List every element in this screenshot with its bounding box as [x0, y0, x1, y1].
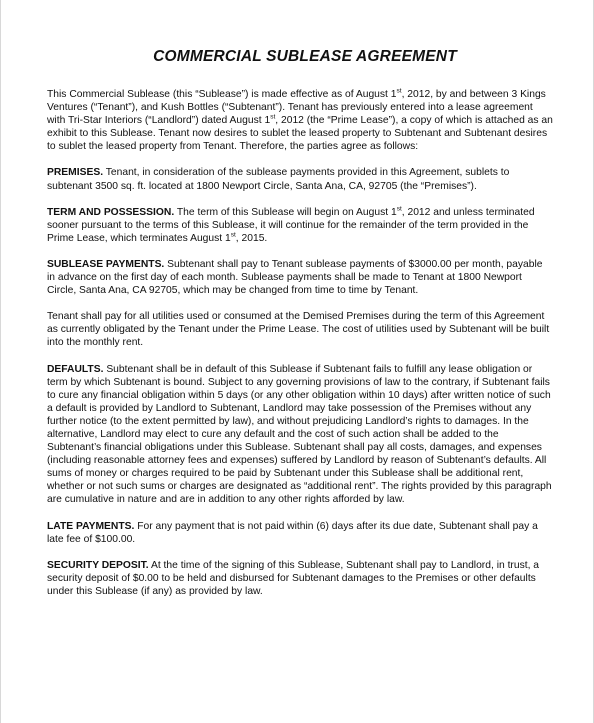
premises-paragraph [47, 166, 553, 192]
security-deposit-text: At the time of the signing of this Sublease, Subtenant shall pay to Landlord, in trust, a security deposit of $0.00 to be held and disbursed for Subtenant damages to the Premises or other defaults under this Sublease (if any) as provided by law. [47, 559, 540, 597]
security-deposit-heading: SECURITY DEPOSIT. [47, 559, 149, 571]
payments-paragraph [47, 258, 553, 297]
late-payments-paragraph [47, 520, 553, 546]
term-sup-1: st [396, 205, 402, 213]
term-text-a: The term of this Sublease will begin on August 1 [174, 206, 397, 218]
term-sup-2: st [230, 231, 236, 239]
intro-sup-1: st [396, 87, 402, 95]
utilities-paragraph: Tenant shall pay for all utilities used or consumed at the Demised Premises during the term of this Agreement as currently obligated by the Tenant under the Prime Lease. The cost of utilities used by Subtenant will be built into the monthly rent. [47, 311, 550, 349]
premises-text: Tenant, in consideration of the sublease payments provided in this Agreement, sublets to subtenant 3500 sq. ft. located at 1800 Newport Circle, Santa Ana, CA, 92705 (the “Premises”). [47, 167, 510, 192]
document-body [47, 48, 553, 611]
term-heading: TERM AND POSSESSION. [47, 206, 175, 218]
late-payments-heading: LATE PAYMENTS. [47, 520, 135, 532]
defaults-paragraph [47, 363, 553, 507]
intro-text-c: , 2012 (the “Prime Lease”), a copy of which is attached as an exhibit to this Sublease. Tenant now desires to sublet the leased property to Subtenant and Subtenant desires to sublet the leased property from Tenant. Therefore, the parties agree as follows: [47, 115, 553, 153]
intro-text-b: , 2012, by and between 3 Kings Ventures (“Tenant”), and Kush Bottles (“Subtenant”). Tenant has previously entered into a lease agreement with Tri-Star Interiors (“Landlord”) dated August 1 [47, 89, 546, 127]
term-text-c: , 2015. [235, 232, 268, 244]
premises-heading: PREMISES. [47, 167, 104, 179]
defaults-text: Subtenant shall be in default of this Sublease if Subtenant fails to fulfill any lease obligation or term by which Subtenant is bound. Subject to any governing provisions of law to the contrary, if Subtenant fails to cure any financial obligation within 5 days (or any other obligation within 10 days) after written notice of such a default is provided by Landlord to Subtenant, Landlord may take possession of the Premises without any further notice (to the extent permitted by law), and without prejudicing Landlord’s rights to damages. In the alternative, Landlord may elect to cure any default and the cost of such action shall be added to the Subtenant’s financial obligations under this Sublease. Subtenant shall pay all costs, damages, and expenses (including reasonable attorney fees and expenses) suffered by Landlord by reason of Subtenant’s defaults. All sums of money or charges required to be paid by Subtenant under this Sublease shall be additional rent, whether or not such sums or charges are designated as “additional rent”. The rights provided by this paragraph are cumulative in nature and are in addition to any other rights afforded by law. [47, 363, 552, 506]
intro-sup-2: st [270, 113, 276, 121]
security-deposit-paragraph [47, 559, 553, 598]
page-bottom-edge [1, 713, 593, 723]
payments-text: Subtenant shall pay to Tenant sublease payments of $3000.00 per month, payable in advance on the first day of each month. Sublease payments shall be made to Tenant at 1800 Newport Circle, Santa Ana, CA 92705, which may be changed from time to time by Tenant. [47, 258, 543, 297]
intro-text-a: This Commercial Sublease (this “Sublease”) is made effective as of August 1 [47, 89, 397, 100]
term-paragraph [47, 206, 553, 245]
document-title: COMMERCIAL SUBLEASE AGREEMENT [153, 48, 457, 65]
payments-heading: SUBLEASE PAYMENTS. [47, 258, 165, 270]
late-payments-text: For any payment that is not paid within (6) days after its due date, Subtenant shall pay a late fee of $100.00. [47, 520, 538, 545]
defaults-heading: DEFAULTS. [47, 363, 104, 375]
intro-paragraph [47, 88, 553, 153]
term-text-b: , 2012 and unless terminated sooner pursuant to the terms of this Sublease, it will continue for the remainder of the term provided in the Prime Lease, which terminates August 1 [47, 206, 535, 244]
